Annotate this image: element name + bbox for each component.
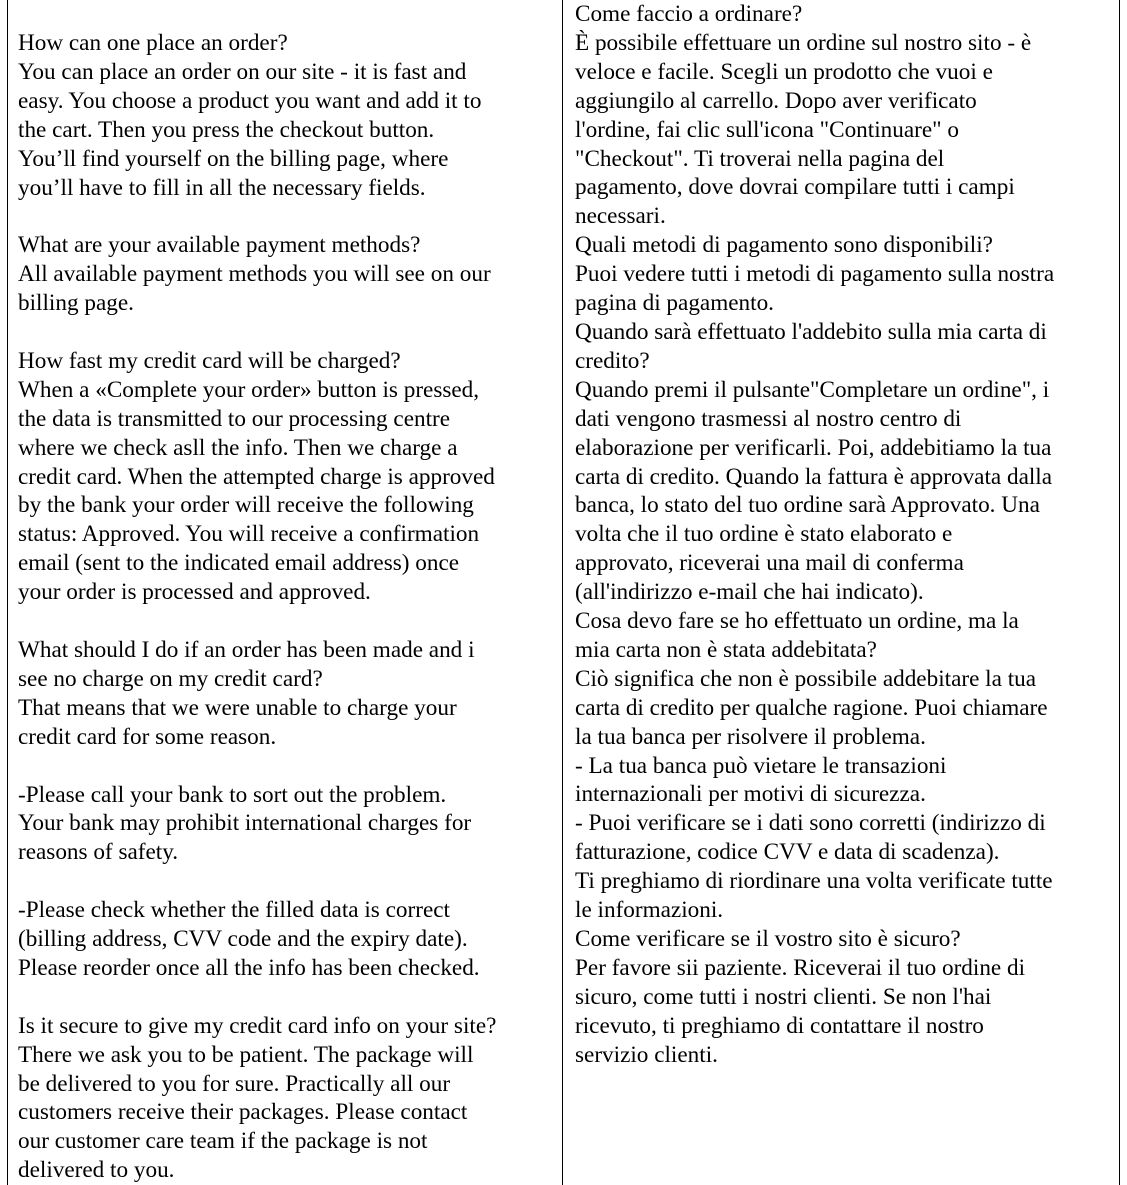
italian-text-line: - Puoi verificare se i dati sono corretti (indirizzo di [575,810,1046,837]
english-text-line: credit card. When the attempted charge is approved [18,463,495,490]
italian-text-line: È possibile effettuare un ordine sul nostro sito - è [575,29,1032,56]
italian-text-line: internazionali per motivi di sicurezza. [575,781,926,808]
english-text-line: by the bank your order will receive the following [18,492,474,519]
english-text-line: Your bank may prohibit international charges for [18,810,472,837]
english-text-line: -Please check whether the filled data is correct [18,897,450,924]
italian-text-line: l'ordine, fai clic sull'icona "Continuare" o [575,116,960,143]
english-text-line: All available payment methods you will see on our [18,261,491,288]
italian-text-line: dati vengono trasmessi al nostro centro di [575,405,962,432]
italian-text-line: veloce e facile. Scegli un prodotto che vuoi e [575,58,993,85]
english-text-line: billing page. [18,290,134,317]
english-text-line: How fast my credit card will be charged? [18,347,401,374]
italian-text-line: approvato, riceverai una mail di conferma [575,550,964,577]
italian-text-line: Per favore sii paziente. Riceverai il tuo ordine di [575,954,1026,981]
italian-text-line: carta di credito per qualche ragione. Puoi chiamare [575,694,1048,721]
italian-text-line: Come verificare se il vostro sito è sicuro? [575,926,961,952]
italian-text-line: carta di credito. Quando la fattura è approvata dalla [575,463,1053,490]
italian-text-line: le informazioni. [575,897,724,924]
italian-text-line: pagamento, dove dovrai compilare tutti i campi [575,174,1015,201]
italian-text-line: - La tua banca può vietare le transazioni [575,752,947,779]
english-text-line: What are your available payment methods? [18,232,421,259]
english-text-line: the data is transmitted to our processing centre [18,405,451,432]
italian-text-line: volta che il tuo ordine è stato elaborato e [575,521,953,548]
italian-text-line: Puoi vedere tutti i metodi di pagamento sulla nostra [575,261,1055,288]
english-text-line: status: Approved. You will receive a confirmation [18,521,480,548]
english-text-line [18,607,558,636]
italian-text-line: aggiungilo al carrello. Dopo aver verificato [575,87,977,114]
english-text-line: be delivered to you for sure. Practically all our [18,1070,451,1097]
english-text-line: You can place an order on our site - it is fast and [18,58,467,85]
italian-column [563,0,1119,1185]
italian-text-line: "Checkout". Ti troverai nella pagina del [575,145,945,172]
italian-text-line: ricevuto, ti preghiamo di contattare il nostro [575,1012,984,1039]
english-text-line: the cart. Then you press the checkout button. [18,116,435,143]
english-text-line: What should I do if an order has been made and i [18,636,475,663]
italian-text-line: credito? [575,347,650,374]
english-text-line [18,318,558,347]
italian-text-line: Quando premi il pulsante"Completare un ordine", i [575,376,1050,403]
english-text-line: customers receive their packages. Please contact [18,1099,468,1126]
english-text-line: reasons of safety. [18,839,179,866]
italian-text-line: Cosa devo fare se ho effettuato un ordine, ma la [575,608,1019,635]
italian-text-line: Quali metodi di pagamento sono disponibili? [575,232,993,259]
english-text-line: where we check asll the info. Then we charge a [18,434,458,461]
english-text-line: easy. You choose a product you want and add it to [18,87,482,114]
english-text-line: your order is processed and approved. [18,579,371,606]
english-text-line: (billing address, CVV code and the expiry date). [18,926,468,953]
english-text-line: How can one place an order? [18,30,288,56]
english-text-line: There we ask you to be patient. The package will [18,1041,474,1068]
italian-text-line: (all'indirizzo e-mail che hai indicato). [575,579,924,606]
italian-text-line: elaborazione per verificarli. Poi, addebitiamo la tua [575,434,1052,461]
english-text-line: Please reorder once all the info has been checked. [18,954,480,981]
english-text-line: delivered to you. [18,1157,175,1184]
italian-text-line: Ciò significa che non è possibile addebitare la tua [575,665,1037,692]
english-text-line: you’ll have to fill in all the necessary fields. [18,174,426,201]
english-column [8,0,563,1185]
italian-text-line: la tua banca per risolvere il problema. [575,723,926,750]
italian-text-line: Quando sarà effettuato l'addebito sulla mia carta di [575,318,1047,345]
english-text-line: You’ll find yourself on the billing page, where [18,145,449,172]
italian-text-line: mia carta non è stata addebitata? [575,636,877,663]
italian-text-line: necessari. [575,203,666,230]
italian-text-line: banca, lo stato del tuo ordine sarà Approvato. Una [575,492,1040,519]
english-text-line: That means that we were unable to charge your [18,694,457,721]
english-text-line: When a «Complete your order» button is pressed, [18,376,480,403]
italian-text-line: pagina di pagamento. [575,290,774,317]
english-text-line: Is it secure to give my credit card info on your site? [18,1012,497,1039]
italian-text-line: Come faccio a ordinare? [575,1,803,27]
english-text-line [18,202,558,231]
translation-table [7,0,1120,1185]
english-text-line: -Please call your bank to sort out the problem. [18,781,447,808]
italian-text-line: Ti preghiamo di riordinare una volta verificate tutte [575,868,1053,895]
english-text-line: see no charge on my credit card? [18,665,323,692]
english-text-line: email (sent to the indicated email address) once [18,550,460,577]
english-text-line: our customer care team if the package is not [18,1128,428,1155]
english-text-line [18,752,558,781]
italian-text-line: sicuro, come tutti i nostri clienti. Se non l'hai [575,983,992,1010]
english-text-line [18,983,558,1012]
english-text-line [18,867,558,896]
italian-text-line: fatturazione, codice CVV e data di scadenza). [575,839,1000,866]
italian-text-line: servizio clienti. [575,1041,718,1068]
english-text-line: credit card for some reason. [18,723,277,750]
